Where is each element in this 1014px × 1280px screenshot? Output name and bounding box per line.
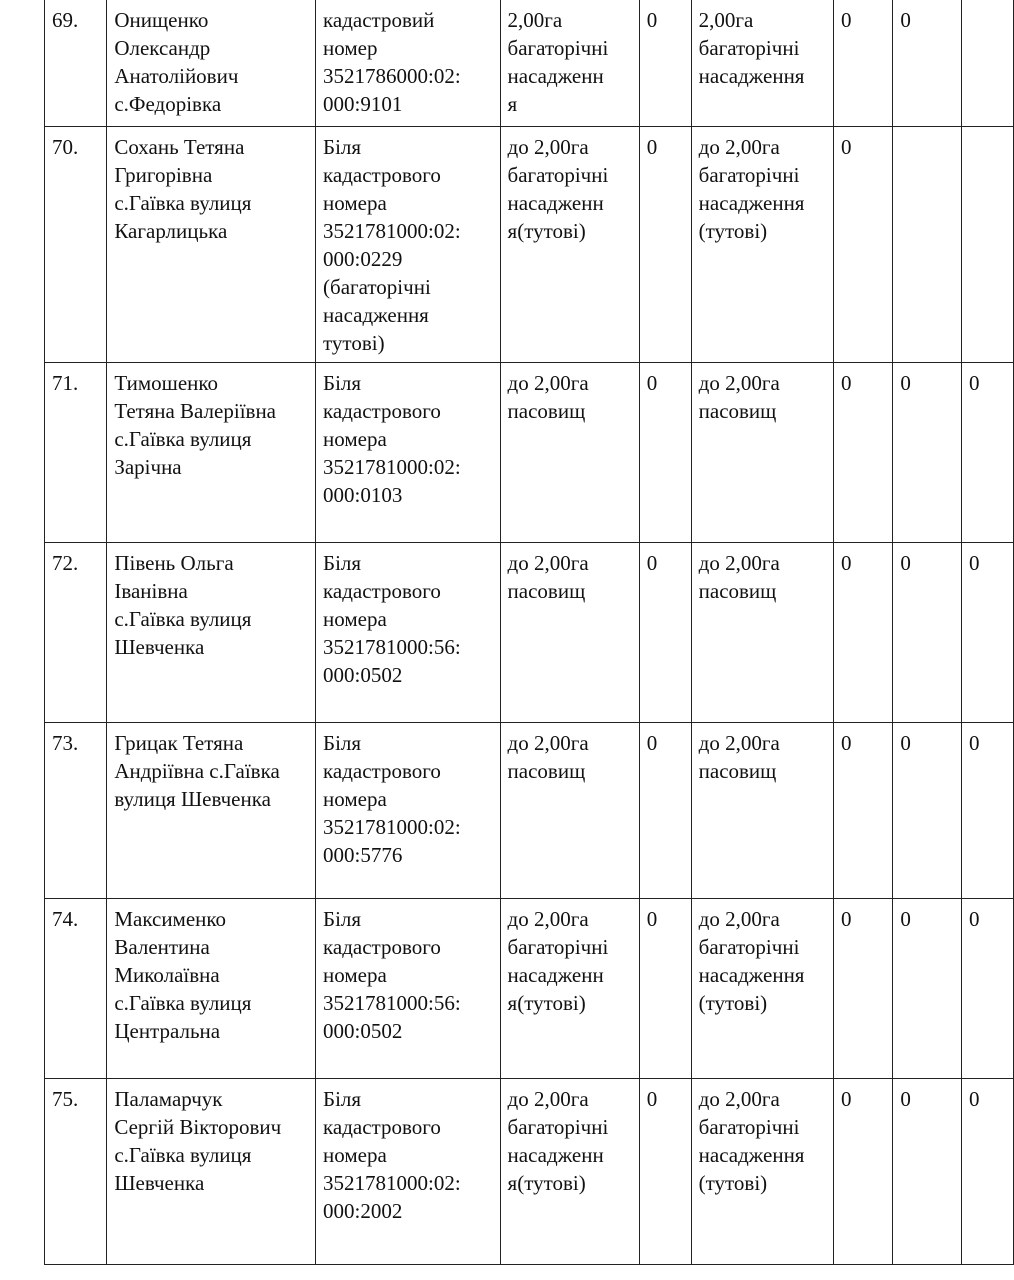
value-col-7-cell: 0 [833, 362, 892, 542]
value-col-8-cell: 0 [893, 0, 962, 126]
area-after-cell: до 2,00га багаторічні насадження (тутові) [691, 126, 833, 362]
value-col-8-cell: 0 [893, 362, 962, 542]
owner-name-cell: Півень Ольга Іванівна с.Гаївка вулиця Шевченка [107, 542, 316, 722]
area-after-cell: до 2,00га багаторічні насадження (тутові) [691, 1078, 833, 1264]
area-before-cell: до 2,00га пасовищ [500, 362, 639, 542]
table-body [45, 0, 1014, 1264]
cadastral-number-cell: Біля кадастрового номера 3521781000:02: 000:5776 [316, 722, 501, 898]
area-before-cell: до 2,00га пасовищ [500, 542, 639, 722]
value-col-8-cell: 0 [893, 542, 962, 722]
value-col-9-cell [962, 126, 1014, 362]
table-row [45, 126, 1014, 362]
value-col-7-cell: 0 [833, 126, 892, 362]
cadastral-number-cell: Біля кадастрового номера 3521781000:56: 000:0502 [316, 542, 501, 722]
land-plots-table [44, 0, 1014, 1265]
value-col-5-cell: 0 [639, 126, 691, 362]
row-number-cell: 70. [45, 126, 107, 362]
row-number-cell: 69. [45, 0, 107, 126]
value-col-5-cell: 0 [639, 0, 691, 126]
value-col-5-cell: 0 [639, 898, 691, 1078]
value-col-9-cell: 0 [962, 362, 1014, 542]
cadastral-number-cell: Біля кадастрового номера 3521781000:02: 000:0103 [316, 362, 501, 542]
table-row [45, 362, 1014, 542]
value-col-7-cell: 0 [833, 722, 892, 898]
value-col-7-cell: 0 [833, 898, 892, 1078]
area-before-cell: до 2,00га багаторічні насадженн я(тутові) [500, 126, 639, 362]
value-col-9-cell: 0 [962, 1078, 1014, 1264]
area-after-cell: до 2,00га пасовищ [691, 362, 833, 542]
owner-name-cell: Сохань Тетяна Григорівна с.Гаївка вулиця Кагарлицька [107, 126, 316, 362]
area-after-cell: до 2,00га багаторічні насадження (тутові) [691, 898, 833, 1078]
value-col-8-cell: 0 [893, 722, 962, 898]
area-after-cell: до 2,00га пасовищ [691, 722, 833, 898]
table-row [45, 0, 1014, 126]
owner-name-cell: Грицак Тетяна Андріївна с.Гаївка вулиця Шевченка [107, 722, 316, 898]
value-col-9-cell: 0 [962, 898, 1014, 1078]
value-col-8-cell: 0 [893, 1078, 962, 1264]
area-before-cell: до 2,00га багаторічні насадженн я(тутові) [500, 898, 639, 1078]
value-col-8-cell [893, 126, 962, 362]
value-col-5-cell: 0 [639, 542, 691, 722]
value-col-9-cell: 0 [962, 722, 1014, 898]
cadastral-number-cell: Біля кадастрового номера 3521781000:56: 000:0502 [316, 898, 501, 1078]
value-col-5-cell: 0 [639, 1078, 691, 1264]
row-number-cell: 73. [45, 722, 107, 898]
table-row [45, 1078, 1014, 1264]
value-col-9-cell [962, 0, 1014, 126]
owner-name-cell: Тимошенко Тетяна Валеріївна с.Гаївка вулиця Зарічна [107, 362, 316, 542]
row-number-cell: 74. [45, 898, 107, 1078]
owner-name-cell: Максименко Валентина Миколаївна с.Гаївка вулиця Центральна [107, 898, 316, 1078]
table-row [45, 722, 1014, 898]
value-col-7-cell: 0 [833, 0, 892, 126]
value-col-9-cell: 0 [962, 542, 1014, 722]
area-after-cell: до 2,00га пасовищ [691, 542, 833, 722]
value-col-5-cell: 0 [639, 362, 691, 542]
cadastral-number-cell: кадастровий номер 3521786000:02: 000:9101 [316, 0, 501, 126]
area-before-cell: до 2,00га пасовищ [500, 722, 639, 898]
row-number-cell: 71. [45, 362, 107, 542]
owner-name-cell: Паламарчук Сергій Вікторович с.Гаївка вулиця Шевченка [107, 1078, 316, 1264]
table-row [45, 542, 1014, 722]
area-after-cell: 2,00га багаторічні насадження [691, 0, 833, 126]
value-col-5-cell: 0 [639, 722, 691, 898]
table-row [45, 898, 1014, 1078]
value-col-7-cell: 0 [833, 1078, 892, 1264]
owner-name-cell: Онищенко Олександр Анатолійович с.Федорівка [107, 0, 316, 126]
row-number-cell: 72. [45, 542, 107, 722]
row-number-cell: 75. [45, 1078, 107, 1264]
area-before-cell: 2,00га багаторічні насадженн я [500, 0, 639, 126]
value-col-7-cell: 0 [833, 542, 892, 722]
cadastral-number-cell: Біля кадастрового номера 3521781000:02: 000:0229 (багаторічні насадження тутові) [316, 126, 501, 362]
cadastral-number-cell: Біля кадастрового номера 3521781000:02: 000:2002 [316, 1078, 501, 1264]
value-col-8-cell: 0 [893, 898, 962, 1078]
area-before-cell: до 2,00га багаторічні насадженн я(тутові) [500, 1078, 639, 1264]
